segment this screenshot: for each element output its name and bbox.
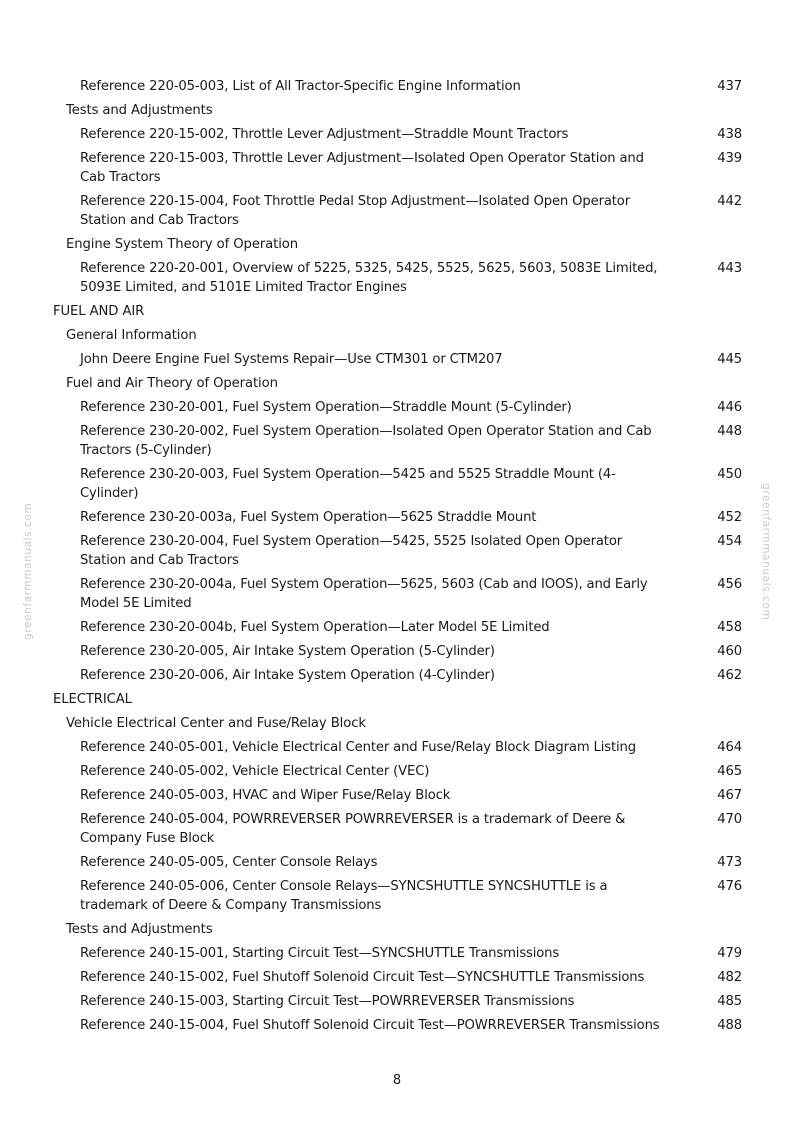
toc-entry-title: Tests and Adjustments [66, 103, 213, 118]
toc-entry-title: Reference 220-05-003, List of All Tractor-Specific Engine Information [80, 79, 521, 94]
toc-page-number: 460 [717, 644, 742, 659]
toc-entry-title: Reference 240-05-003, HVAC and Wiper Fuse/Relay Block [80, 788, 451, 803]
toc-entry[interactable] [0, 944, 794, 963]
toc-page-number: 450 [717, 467, 742, 482]
toc-entry-title: Reference 240-05-005, Center Console Relays [80, 855, 378, 870]
toc-entry[interactable] [0, 786, 794, 805]
toc-page-number: 439 [717, 151, 742, 166]
page-number: 8 [392, 1073, 402, 1088]
toc-page-number: 445 [717, 352, 742, 367]
toc-entry-title: Reference 240-05-006, Center Console Relays—SYNCSHUTTLE SYNCSHUTTLE is a trademark of Deere & Company Transmissions [80, 879, 608, 913]
toc-entry[interactable] [0, 350, 794, 369]
toc-entry[interactable] [0, 192, 794, 230]
toc-entry[interactable] [0, 853, 794, 872]
toc-entry[interactable] [0, 666, 794, 685]
table-of-contents [0, 77, 794, 1040]
toc-entry[interactable] [0, 618, 794, 637]
toc-page-number: 482 [717, 970, 742, 985]
toc-entry-title: Reference 240-05-002, Vehicle Electrical Center (VEC) [80, 764, 430, 779]
watermark-right: greenfarmmanuals.com [760, 483, 772, 621]
toc-page-number: 464 [717, 740, 742, 755]
toc-entry-title: Reference 240-05-001, Vehicle Electrical Center and Fuse/Relay Block Diagram Listing [80, 740, 636, 755]
toc-entry[interactable] [0, 642, 794, 661]
toc-subsection-heading [0, 920, 794, 939]
toc-entry[interactable] [0, 968, 794, 987]
toc-entry[interactable] [0, 810, 794, 848]
toc-subsection-heading [0, 326, 794, 345]
toc-page-number: 473 [717, 855, 742, 870]
toc-entry[interactable] [0, 422, 794, 460]
toc-entry-title: FUEL AND AIR [53, 304, 145, 319]
toc-page-number: 454 [717, 534, 742, 549]
toc-entry-title: Reference 220-15-004, Foot Throttle Pedal Stop Adjustment—Isolated Open Operator Station and Cab Tractors [80, 194, 630, 228]
toc-entry-title: Reference 230-20-004b, Fuel System Operation—Later Model 5E Limited [80, 620, 550, 635]
toc-entry-title: Reference 240-15-003, Starting Circuit Test—POWRREVERSER Transmissions [80, 994, 575, 1009]
toc-entry-title: Reference 230-20-004a, Fuel System Operation—5625, 5603 (Cab and IOOS), and Early Model 5E Limited [80, 577, 648, 611]
toc-page-number: 437 [717, 79, 742, 94]
toc-subsection-heading [0, 235, 794, 254]
toc-entry-title: Reference 240-15-001, Starting Circuit Test—SYNCSHUTTLE Transmissions [80, 946, 560, 961]
toc-section-heading [0, 302, 794, 321]
toc-page-number: 476 [717, 879, 742, 894]
watermark-left: greenfarmmanuals.com [22, 502, 34, 640]
toc-entry-title: ELECTRICAL [53, 692, 132, 707]
toc-entry-title: Reference 220-15-002, Throttle Lever Adjustment—Straddle Mount Tractors [80, 127, 569, 142]
toc-page-number: 442 [717, 194, 742, 209]
toc-subsection-heading [0, 714, 794, 733]
toc-entry[interactable] [0, 532, 794, 570]
toc-entry-title: Reference 230-20-003a, Fuel System Operation—5625 Straddle Mount [80, 510, 537, 525]
toc-entry-title: John Deere Engine Fuel Systems Repair—Use CTM301 or CTM207 [80, 352, 503, 367]
toc-entry-title: Reference 230-20-003, Fuel System Operation—5425 and 5525 Straddle Mount (4-Cylinder) [80, 467, 616, 501]
toc-subsection-heading [0, 374, 794, 393]
toc-entry[interactable] [0, 877, 794, 915]
toc-page-number: 443 [717, 261, 742, 276]
toc-page-number: 446 [717, 400, 742, 415]
toc-entry-title: Reference 230-20-004, Fuel System Operation—5425, 5525 Isolated Open Operator Station and Cab Tractors [80, 534, 623, 568]
toc-entry-title: Reference 240-05-004, POWRREVERSER POWRREVERSER is a trademark of Deere & Company Fuse Block [80, 812, 626, 846]
toc-entry[interactable] [0, 575, 794, 613]
toc-page-number: 479 [717, 946, 742, 961]
toc-page-number: 485 [717, 994, 742, 1009]
toc-entry-title: Reference 230-20-005, Air Intake System Operation (5-Cylinder) [80, 644, 495, 659]
toc-entry-title: Reference 220-20-001, Overview of 5225, 5325, 5425, 5525, 5625, 5603, 5083E Limited, 5093E Limited, and 5101E Limited Tractor Engines [80, 261, 658, 295]
toc-entry-title: Reference 230-20-002, Fuel System Operation—Isolated Open Operator Station and Cab Tractors (5-Cylinder) [80, 424, 652, 458]
toc-page-number: 458 [717, 620, 742, 635]
toc-page-number: 448 [717, 424, 742, 439]
toc-entry-title: Engine System Theory of Operation [66, 237, 299, 252]
toc-entry[interactable] [0, 125, 794, 144]
toc-entry-title: General Information [66, 328, 197, 343]
toc-entry[interactable] [0, 508, 794, 527]
toc-entry-title: Tests and Adjustments [66, 922, 213, 937]
toc-page-number: 462 [717, 668, 742, 683]
toc-entry[interactable] [0, 465, 794, 503]
toc-entry[interactable] [0, 738, 794, 757]
toc-entry[interactable] [0, 992, 794, 1011]
toc-page-number: 456 [717, 577, 742, 592]
toc-section-heading [0, 690, 794, 709]
toc-page-number: 465 [717, 764, 742, 779]
toc-entry-title: Reference 240-15-004, Fuel Shutoff Solenoid Circuit Test—POWRREVERSER Transmissions [80, 1018, 660, 1033]
toc-page-number: 452 [717, 510, 742, 525]
toc-entry-title: Reference 240-15-002, Fuel Shutoff Solenoid Circuit Test—SYNCSHUTTLE Transmissions [80, 970, 645, 985]
toc-entry[interactable] [0, 762, 794, 781]
toc-page-number: 488 [717, 1018, 742, 1033]
toc-entry-title: Reference 220-15-003, Throttle Lever Adjustment—Isolated Open Operator Station and Cab Tractors [80, 151, 644, 185]
toc-page-number: 438 [717, 127, 742, 142]
toc-entry-title: Vehicle Electrical Center and Fuse/Relay Block [66, 716, 366, 731]
toc-subsection-heading [0, 101, 794, 120]
toc-entry-title: Reference 230-20-006, Air Intake System Operation (4-Cylinder) [80, 668, 495, 683]
toc-entry[interactable] [0, 149, 794, 187]
toc-entry-title: Fuel and Air Theory of Operation [66, 376, 278, 391]
toc-page-number: 470 [717, 812, 742, 827]
toc-entry[interactable] [0, 259, 794, 297]
toc-entry[interactable] [0, 77, 794, 96]
toc-entry[interactable] [0, 1016, 794, 1035]
toc-page-number: 467 [717, 788, 742, 803]
toc-entry[interactable] [0, 398, 794, 417]
toc-entry-title: Reference 230-20-001, Fuel System Operation—Straddle Mount (5-Cylinder) [80, 400, 572, 415]
